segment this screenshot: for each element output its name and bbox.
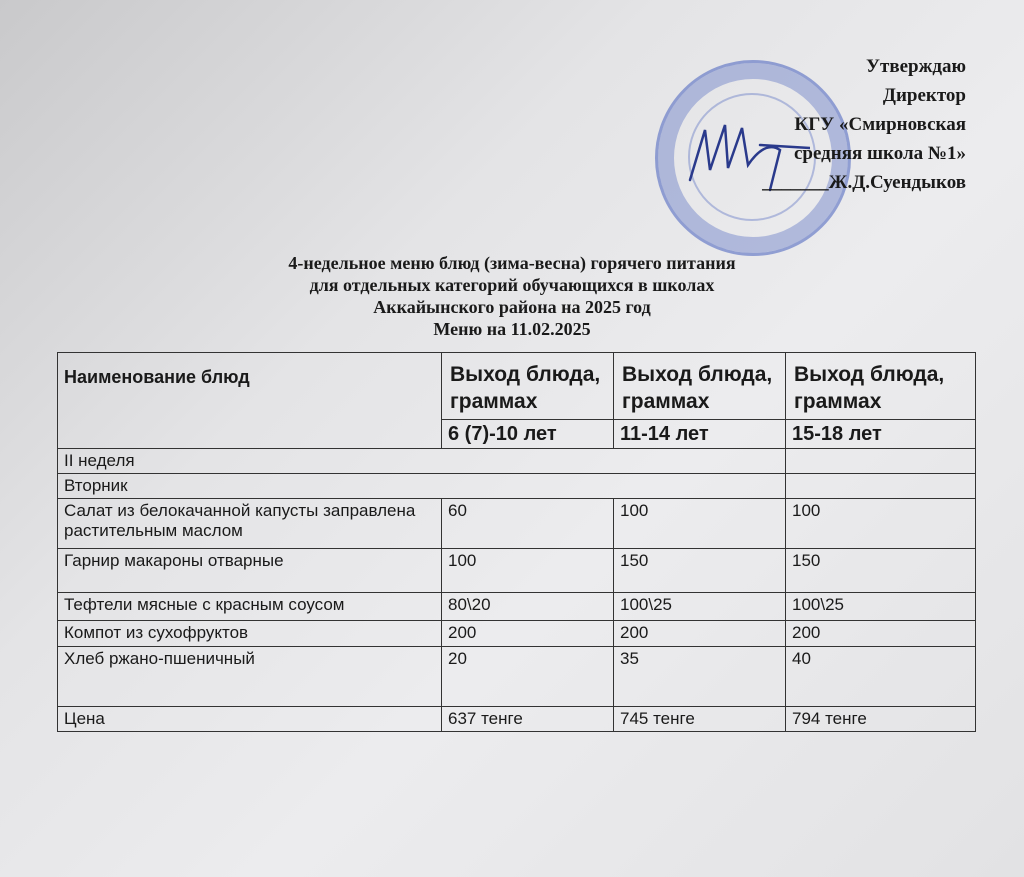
day-row — [58, 474, 976, 499]
dish-output-1: 60 — [442, 499, 614, 549]
dish-output-1: 80\20 — [442, 593, 614, 621]
price-1: 637 тенге — [442, 707, 614, 732]
dish-output-1: 100 — [442, 549, 614, 593]
week-label: II неделя — [58, 449, 786, 474]
price-row — [58, 707, 976, 732]
table-row — [58, 549, 976, 593]
dish-output-2: 100 — [614, 499, 786, 549]
week-row — [58, 449, 976, 474]
dish-name: Тефтели мясные с красным соусом — [58, 593, 442, 621]
menu-heading — [0, 252, 1024, 340]
dish-output-1: 200 — [442, 621, 614, 647]
approval-line-1: Утверждаю — [866, 56, 966, 77]
age-group-1: 6 (7)-10 лет — [442, 420, 614, 449]
dish-output-2: 200 — [614, 621, 786, 647]
age-group-2: 11-14 лет — [614, 420, 786, 449]
table-row — [58, 621, 976, 647]
dish-name: Гарнир макароны отварные — [58, 549, 442, 593]
price-2: 745 тенге — [614, 707, 786, 732]
dish-name: Салат из белокачанной капусты заправлена растительным маслом — [58, 499, 442, 549]
price-label: Цена — [58, 707, 442, 732]
dish-output-2: 100\25 — [614, 593, 786, 621]
dish-name: Хлеб ржано-пшеничный — [58, 647, 442, 707]
header-output-2: Выход блюда, граммах — [614, 353, 786, 420]
approval-line-2: Директор — [882, 85, 966, 106]
dish-output-3: 100\25 — [786, 593, 976, 621]
dish-output-1: 20 — [442, 647, 614, 707]
heading-line-1: 4-недельное меню блюд (зима-весна) горячего питания — [288, 253, 736, 273]
dish-output-3: 100 — [786, 499, 976, 549]
day-label: Вторник — [58, 474, 786, 499]
menu-table — [57, 352, 976, 732]
header-output-1: Выход блюда, граммах — [442, 353, 614, 420]
dish-name: Компот из сухофруктов — [58, 621, 442, 647]
table-row — [58, 499, 976, 549]
approval-line-5: _______Ж.Д.Суендыков — [762, 172, 966, 193]
age-group-3: 15-18 лет — [786, 420, 976, 449]
table-row — [58, 647, 976, 707]
dish-output-2: 150 — [614, 549, 786, 593]
approval-block — [762, 52, 966, 197]
price-3: 794 тенге — [786, 707, 976, 732]
header-output-3: Выход блюда, граммах — [786, 353, 976, 420]
dish-output-3: 200 — [786, 621, 976, 647]
week-empty-cell — [786, 449, 976, 474]
heading-date: Меню на 11.02.2025 — [433, 319, 591, 339]
approval-line-3: КГУ «Смирновская — [794, 114, 966, 135]
heading-line-3: Аккайынского района на 2025 год — [373, 297, 651, 317]
dish-output-3: 40 — [786, 647, 976, 707]
approval-line-4: средняя школа №1» — [793, 143, 966, 164]
table-header-row — [58, 353, 976, 420]
header-dish-name: Наименование блюд — [58, 353, 442, 449]
dish-output-3: 150 — [786, 549, 976, 593]
heading-line-2: для отдельных категорий обучающихся в школах — [309, 275, 715, 295]
table-row — [58, 593, 976, 621]
dish-output-2: 35 — [614, 647, 786, 707]
day-empty-cell — [786, 474, 976, 499]
